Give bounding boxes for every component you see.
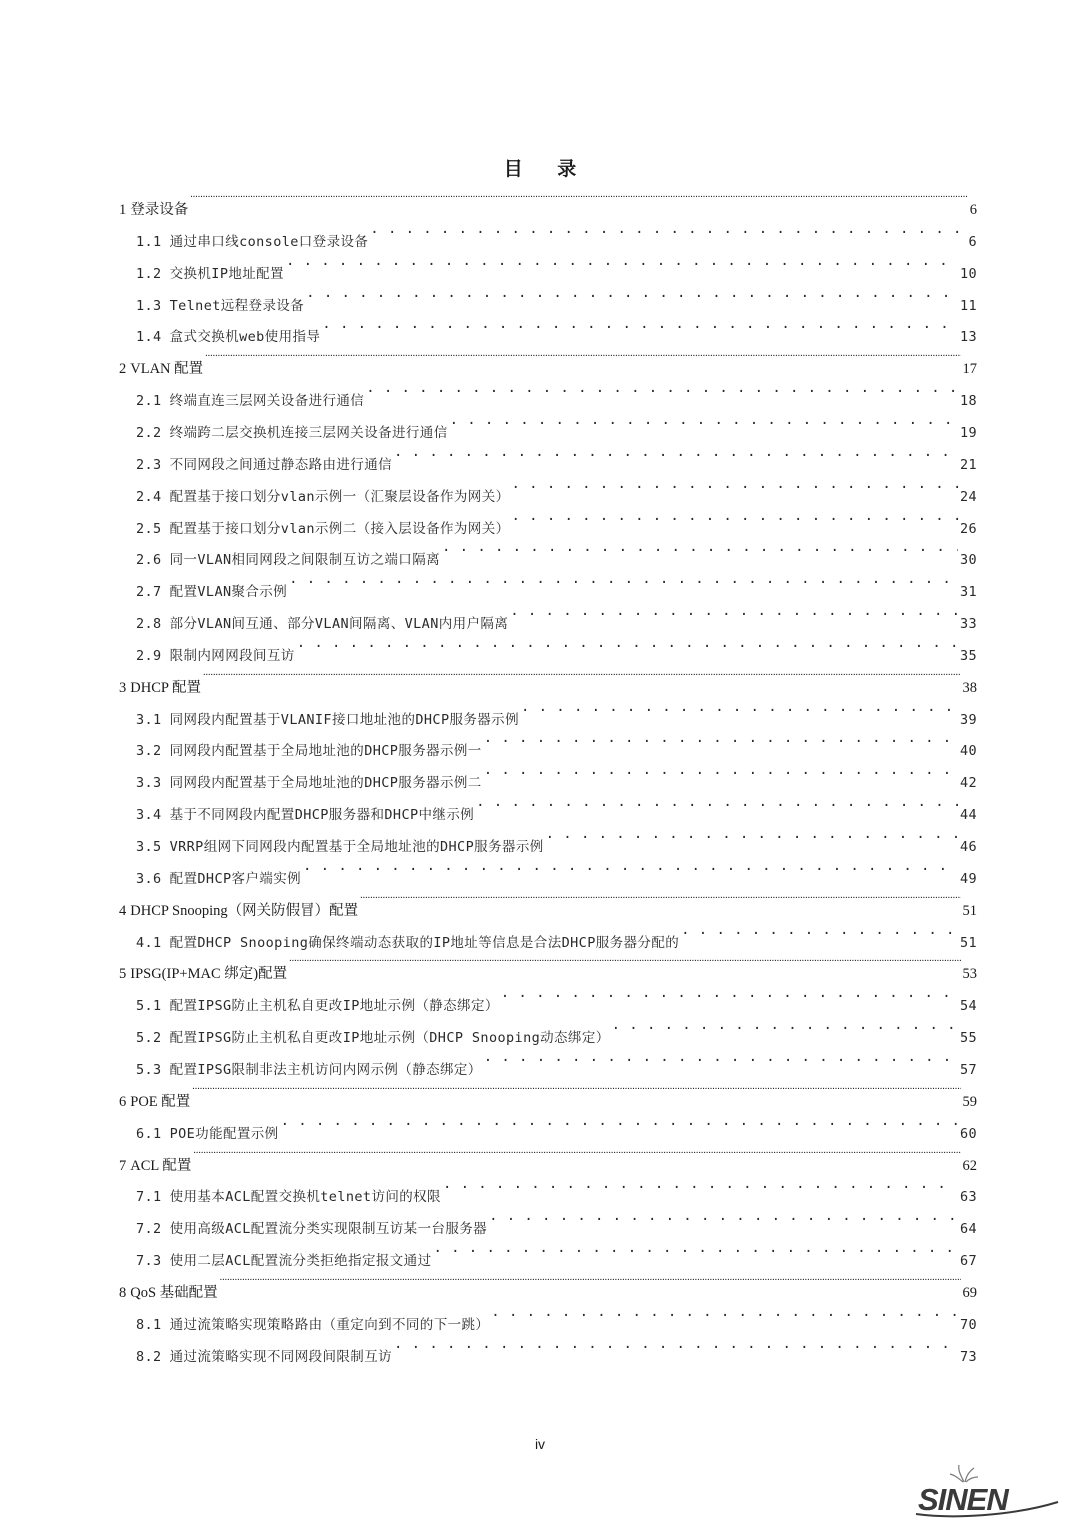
toc-entry-page: 62 [962, 1157, 977, 1174]
toc-dot-leader [491, 1303, 958, 1329]
toc-section[interactable] [136, 220, 977, 250]
toc-section[interactable] [136, 315, 977, 346]
toc-entry-page: 17 [962, 361, 977, 378]
toc-entry-title: 同网段内配置基于全局地址池的DHCP服务器示例二 [169, 775, 482, 792]
toc-entry-page: 38 [962, 679, 977, 696]
toc-entry-number: 7.2 [136, 1221, 162, 1238]
toc-entry-number: 2.8 [136, 616, 162, 633]
toc-section[interactable] [136, 1303, 977, 1333]
toc-entry-number: 5.3 [136, 1061, 162, 1078]
toc-entry-number: 2.7 [136, 584, 162, 601]
toc-section[interactable] [136, 284, 977, 314]
toc-entry-number: 3.5 [136, 839, 162, 855]
toc-chapter[interactable] [119, 952, 977, 983]
toc-section[interactable] [136, 1207, 977, 1238]
toc-entry-title: 通过流策略实现策略路由（重定向到不同的下一跳） [169, 1316, 490, 1333]
toc-entry-number: 7 [119, 1157, 127, 1174]
toc-entry-page: 42 [959, 775, 977, 792]
toc-chapter[interactable] [119, 1144, 977, 1174]
toc-entry-page: 54 [959, 998, 977, 1015]
toc-entry-number: 8.2 [136, 1348, 162, 1365]
toc-entry-page: 46 [959, 839, 977, 855]
toc-dot-leader [612, 1016, 958, 1042]
toc-dot-leader [306, 284, 958, 310]
toc-entry-title: 同一VLAN相同网段之间限制互访之端口隔离 [169, 552, 441, 569]
toc-section[interactable] [136, 1048, 977, 1078]
toc-entry-title: DHCP 配置 [130, 679, 202, 696]
toc-entry-title: ACL 配置 [130, 1157, 192, 1174]
toc-dot-leader [286, 252, 958, 278]
toc-entry-page: 11 [959, 297, 977, 314]
toc-entry-number: 1.1 [136, 233, 162, 250]
toc-entry-title: POE 配置 [130, 1093, 191, 1110]
sprout-icon [950, 1465, 978, 1482]
toc-entry-title: 交换机IP地址配置 [169, 265, 284, 282]
toc-section[interactable] [136, 252, 977, 282]
toc-entry-title: 登录设备 [130, 202, 189, 218]
toc-dot-leader [681, 921, 958, 947]
toc-dot-leader [192, 1080, 960, 1106]
toc-entry-page: 31 [959, 584, 977, 601]
toc-dot-leader [360, 889, 960, 915]
toc-entry-page: 30 [959, 552, 977, 569]
toc-entry-page: 6 [968, 233, 977, 250]
toc-dot-leader [484, 729, 958, 755]
toc-entry-page: 51 [959, 934, 977, 951]
toc-dot-leader [476, 793, 958, 819]
toc-entry-page: 6 [969, 202, 977, 218]
toc-entry-title: 不同网段之间通过静态路由进行通信 [169, 456, 392, 473]
toc-entry-number: 6 [119, 1093, 127, 1110]
toc-entry-title: 盒式交换机web使用指导 [169, 329, 321, 346]
toc-dot-leader [501, 984, 958, 1010]
toc-entry-number: 6.1 [136, 1125, 162, 1142]
toc-section[interactable] [136, 1335, 977, 1365]
toc-entry-title: 终端跨二层交换机连接三层网关设备进行通信 [169, 424, 448, 441]
toc-entry-page: 59 [962, 1093, 977, 1110]
toc-entry-number: 3.6 [136, 870, 162, 887]
toc-entry-page: 64 [959, 1221, 977, 1238]
toc-entry-number: 7.3 [136, 1253, 162, 1270]
toc-section[interactable] [136, 443, 977, 473]
toc-entry-title: 部分VLAN间互通、部分VLAN间隔离、VLAN内用户隔离 [169, 616, 509, 633]
toc-entry-title: VLAN 配置 [130, 361, 204, 378]
toc-entry-page: 55 [959, 1030, 977, 1047]
toc-section[interactable] [136, 793, 977, 824]
toc-dot-leader [193, 1144, 960, 1170]
toc-entry-number: 3 [119, 679, 127, 696]
toc-entry-number: 2.3 [136, 456, 162, 473]
logo-wordmark: SINEN [918, 1482, 1008, 1517]
toc-section[interactable] [136, 825, 977, 855]
toc-entry-title: Telnet远程登录设备 [169, 297, 305, 314]
toc-entry-title: 配置VLAN聚合示例 [169, 584, 288, 601]
toc-dot-leader [512, 507, 958, 533]
toc-section[interactable] [136, 475, 977, 505]
toc-section[interactable] [136, 984, 977, 1015]
toc-dot-leader [442, 538, 958, 564]
toc-entry-title: 配置DHCP Snooping确保终端动态获取的IP地址等信息是合法DHCP服务器分配的 [169, 934, 680, 951]
toc-entry-page: 35 [959, 647, 977, 664]
toc-entry-title: 配置IPSG防止主机私自更改IP地址示例（DHCP Snooping动态绑定） [169, 1030, 610, 1047]
toc-section[interactable] [136, 634, 977, 664]
toc-section[interactable] [136, 921, 977, 951]
toc-entry-title: 使用基本ACL配置交换机telnet访问的权限 [169, 1189, 441, 1206]
toc-entry-page: 10 [959, 265, 977, 282]
toc-entry-page: 39 [959, 711, 977, 728]
toc-dot-leader [489, 1207, 958, 1233]
toc-section[interactable] [136, 1112, 977, 1142]
toc-entry-number: 3.1 [136, 711, 162, 728]
toc-entry-number: 2.5 [136, 520, 162, 537]
toc-entry-title: 配置基于接口划分vlan示例一（汇聚层设备作为网关） [169, 488, 510, 505]
toc-entry-number: 5.1 [136, 998, 162, 1015]
toc-dot-leader [289, 952, 960, 978]
toc-entry-number: 1 [119, 202, 127, 218]
toc-entry-page: 57 [959, 1061, 977, 1078]
toc-entry-page: 67 [959, 1253, 977, 1270]
toc-dot-leader [366, 379, 958, 405]
toc-section[interactable] [136, 379, 977, 410]
toc-entry-page: 60 [959, 1125, 977, 1142]
toc-dot-leader [322, 315, 958, 341]
toc-entry-title: 配置基于接口划分vlan示例二（接入层设备作为网关） [169, 520, 510, 537]
toc-dot-leader [203, 666, 960, 692]
toc-entry-page: 49 [959, 870, 977, 887]
toc-entry-title: POE功能配置示例 [169, 1125, 279, 1142]
toc-entry-number: 4 [119, 902, 127, 919]
toc-dot-leader [297, 634, 958, 660]
toc-entry-number: 2.6 [136, 552, 162, 569]
toc-dot-leader [512, 475, 958, 501]
toc-entry-number: 2 [119, 361, 127, 378]
toc-dot-leader [220, 1271, 961, 1297]
toc-entry-page: 33 [959, 616, 977, 633]
toc-entry-number: 3.2 [136, 743, 162, 760]
toc-dot-leader [546, 825, 958, 851]
toc-chapter[interactable] [119, 1080, 977, 1110]
toc-section[interactable] [136, 761, 977, 792]
toc-dot-leader [205, 347, 960, 373]
toc-entry-page: 53 [962, 966, 977, 983]
toc-entry-number: 7.1 [136, 1189, 162, 1206]
toc-entry-title: 同网段内配置基于VLANIF接口地址池的DHCP服务器示例 [169, 711, 519, 728]
toc-dot-leader [303, 857, 958, 883]
toc-dot-leader [370, 220, 966, 246]
toc-entry-title: 使用高级ACL配置流分类实现限制互访某一台服务器 [169, 1221, 488, 1238]
toc-entry-title: 基于不同网段内配置DHCP服务器和DHCP中继示例 [169, 807, 475, 824]
sinen-logo [912, 1462, 1062, 1522]
toc-entry-title: 配置IPSG限制非法主机访问内网示例（静态绑定） [169, 1061, 482, 1078]
toc-entry-number: 5.2 [136, 1030, 162, 1047]
toc-section[interactable] [136, 1175, 977, 1206]
toc-chapter[interactable] [119, 1271, 977, 1301]
toc-entry-page: 69 [962, 1284, 977, 1301]
toc-entry-number: 1.2 [136, 265, 162, 282]
toc-entry-page: 70 [959, 1316, 977, 1333]
toc-entry-number: 5 [119, 966, 127, 983]
toc-dot-leader [394, 443, 958, 469]
toc-entry-title: 配置DHCP客户端实例 [169, 870, 302, 887]
toc-entry-title: 配置IPSG防止主机私自更改IP地址示例（静态绑定） [169, 998, 499, 1015]
toc-entry-number: 2.9 [136, 647, 162, 664]
toc-entry-number: 2.2 [136, 424, 162, 441]
toc-chapter[interactable] [119, 666, 977, 696]
toc-entry-page: 13 [959, 329, 977, 346]
toc-dot-leader [450, 411, 958, 437]
toc-section[interactable] [136, 507, 977, 537]
toc-dot-leader [281, 1112, 958, 1138]
toc-entry-title: VRRP组网下同网段内配置基于全局地址池的DHCP服务器示例 [169, 839, 544, 855]
toc-entry-title: IPSG(IP+MAC 绑定)配置 [130, 966, 288, 983]
toc-entry-page: 63 [959, 1189, 977, 1206]
toc-entry-title: DHCP Snooping（网关防假冒）配置 [130, 902, 359, 919]
toc-chapter[interactable] [119, 889, 977, 919]
toc-dot-leader [289, 570, 958, 596]
toc-dot-leader [190, 188, 968, 214]
toc-entry-page: 44 [959, 807, 977, 824]
toc-entry-title: 通过串口线console口登录设备 [169, 233, 369, 250]
page-title: 目 录 [503, 158, 591, 180]
toc-chapter[interactable] [119, 347, 977, 378]
toc-entry-number: 2.1 [136, 393, 162, 410]
toc-entry-number: 1.4 [136, 329, 162, 346]
toc-entry-page: 24 [959, 488, 977, 505]
toc-entry-page: 19 [959, 424, 977, 441]
toc-section[interactable] [136, 570, 977, 601]
footer-page-number: iv [534, 1436, 546, 1452]
toc-dot-leader [484, 761, 958, 787]
toc-entry-title: QoS 基础配置 [130, 1284, 218, 1301]
toc-dot-leader [510, 602, 958, 628]
toc-section[interactable] [136, 538, 977, 569]
toc-entry-number: 8.1 [136, 1316, 162, 1333]
toc-chapter[interactable] [119, 188, 977, 218]
toc-entry-page: 40 [959, 743, 977, 760]
toc-dot-leader [521, 698, 958, 724]
toc-section[interactable] [136, 1239, 977, 1270]
toc-entry-number: 4.1 [136, 934, 162, 951]
toc-entry-number: 8 [119, 1284, 127, 1301]
toc-entry-page: 21 [959, 456, 977, 473]
toc-section[interactable] [136, 857, 977, 887]
toc-dot-leader [443, 1175, 958, 1201]
toc-section[interactable] [136, 729, 977, 760]
toc-section[interactable] [136, 698, 977, 728]
toc-section[interactable] [136, 602, 977, 633]
toc-entry-title: 同网段内配置基于全局地址池的DHCP服务器示例一 [169, 743, 482, 760]
toc-entry-number: 1.3 [136, 297, 162, 314]
toc-entry-title: 通过流策略实现不同网段间限制互访 [169, 1348, 392, 1365]
toc-section[interactable] [136, 1016, 977, 1047]
toc-entry-number: 2.4 [136, 488, 162, 505]
toc-entry-number: 3.4 [136, 807, 162, 824]
toc-dot-leader [484, 1048, 958, 1074]
toc-entry-page: 51 [962, 902, 977, 919]
toc-entry-page: 73 [959, 1348, 977, 1365]
toc-dot-leader [394, 1335, 958, 1361]
toc-dot-leader [433, 1239, 957, 1265]
toc-entry-title: 使用二层ACL配置流分类拒绝指定报文通过 [169, 1253, 432, 1270]
toc-entry-page: 26 [959, 520, 977, 537]
toc-entry-page: 18 [959, 393, 977, 410]
toc-entry-title: 终端直连三层网关设备进行通信 [169, 393, 365, 410]
toc-entry-number: 3.3 [136, 775, 162, 792]
toc-entry-title: 限制内网网段间互访 [169, 647, 295, 664]
toc-section[interactable] [136, 411, 977, 441]
